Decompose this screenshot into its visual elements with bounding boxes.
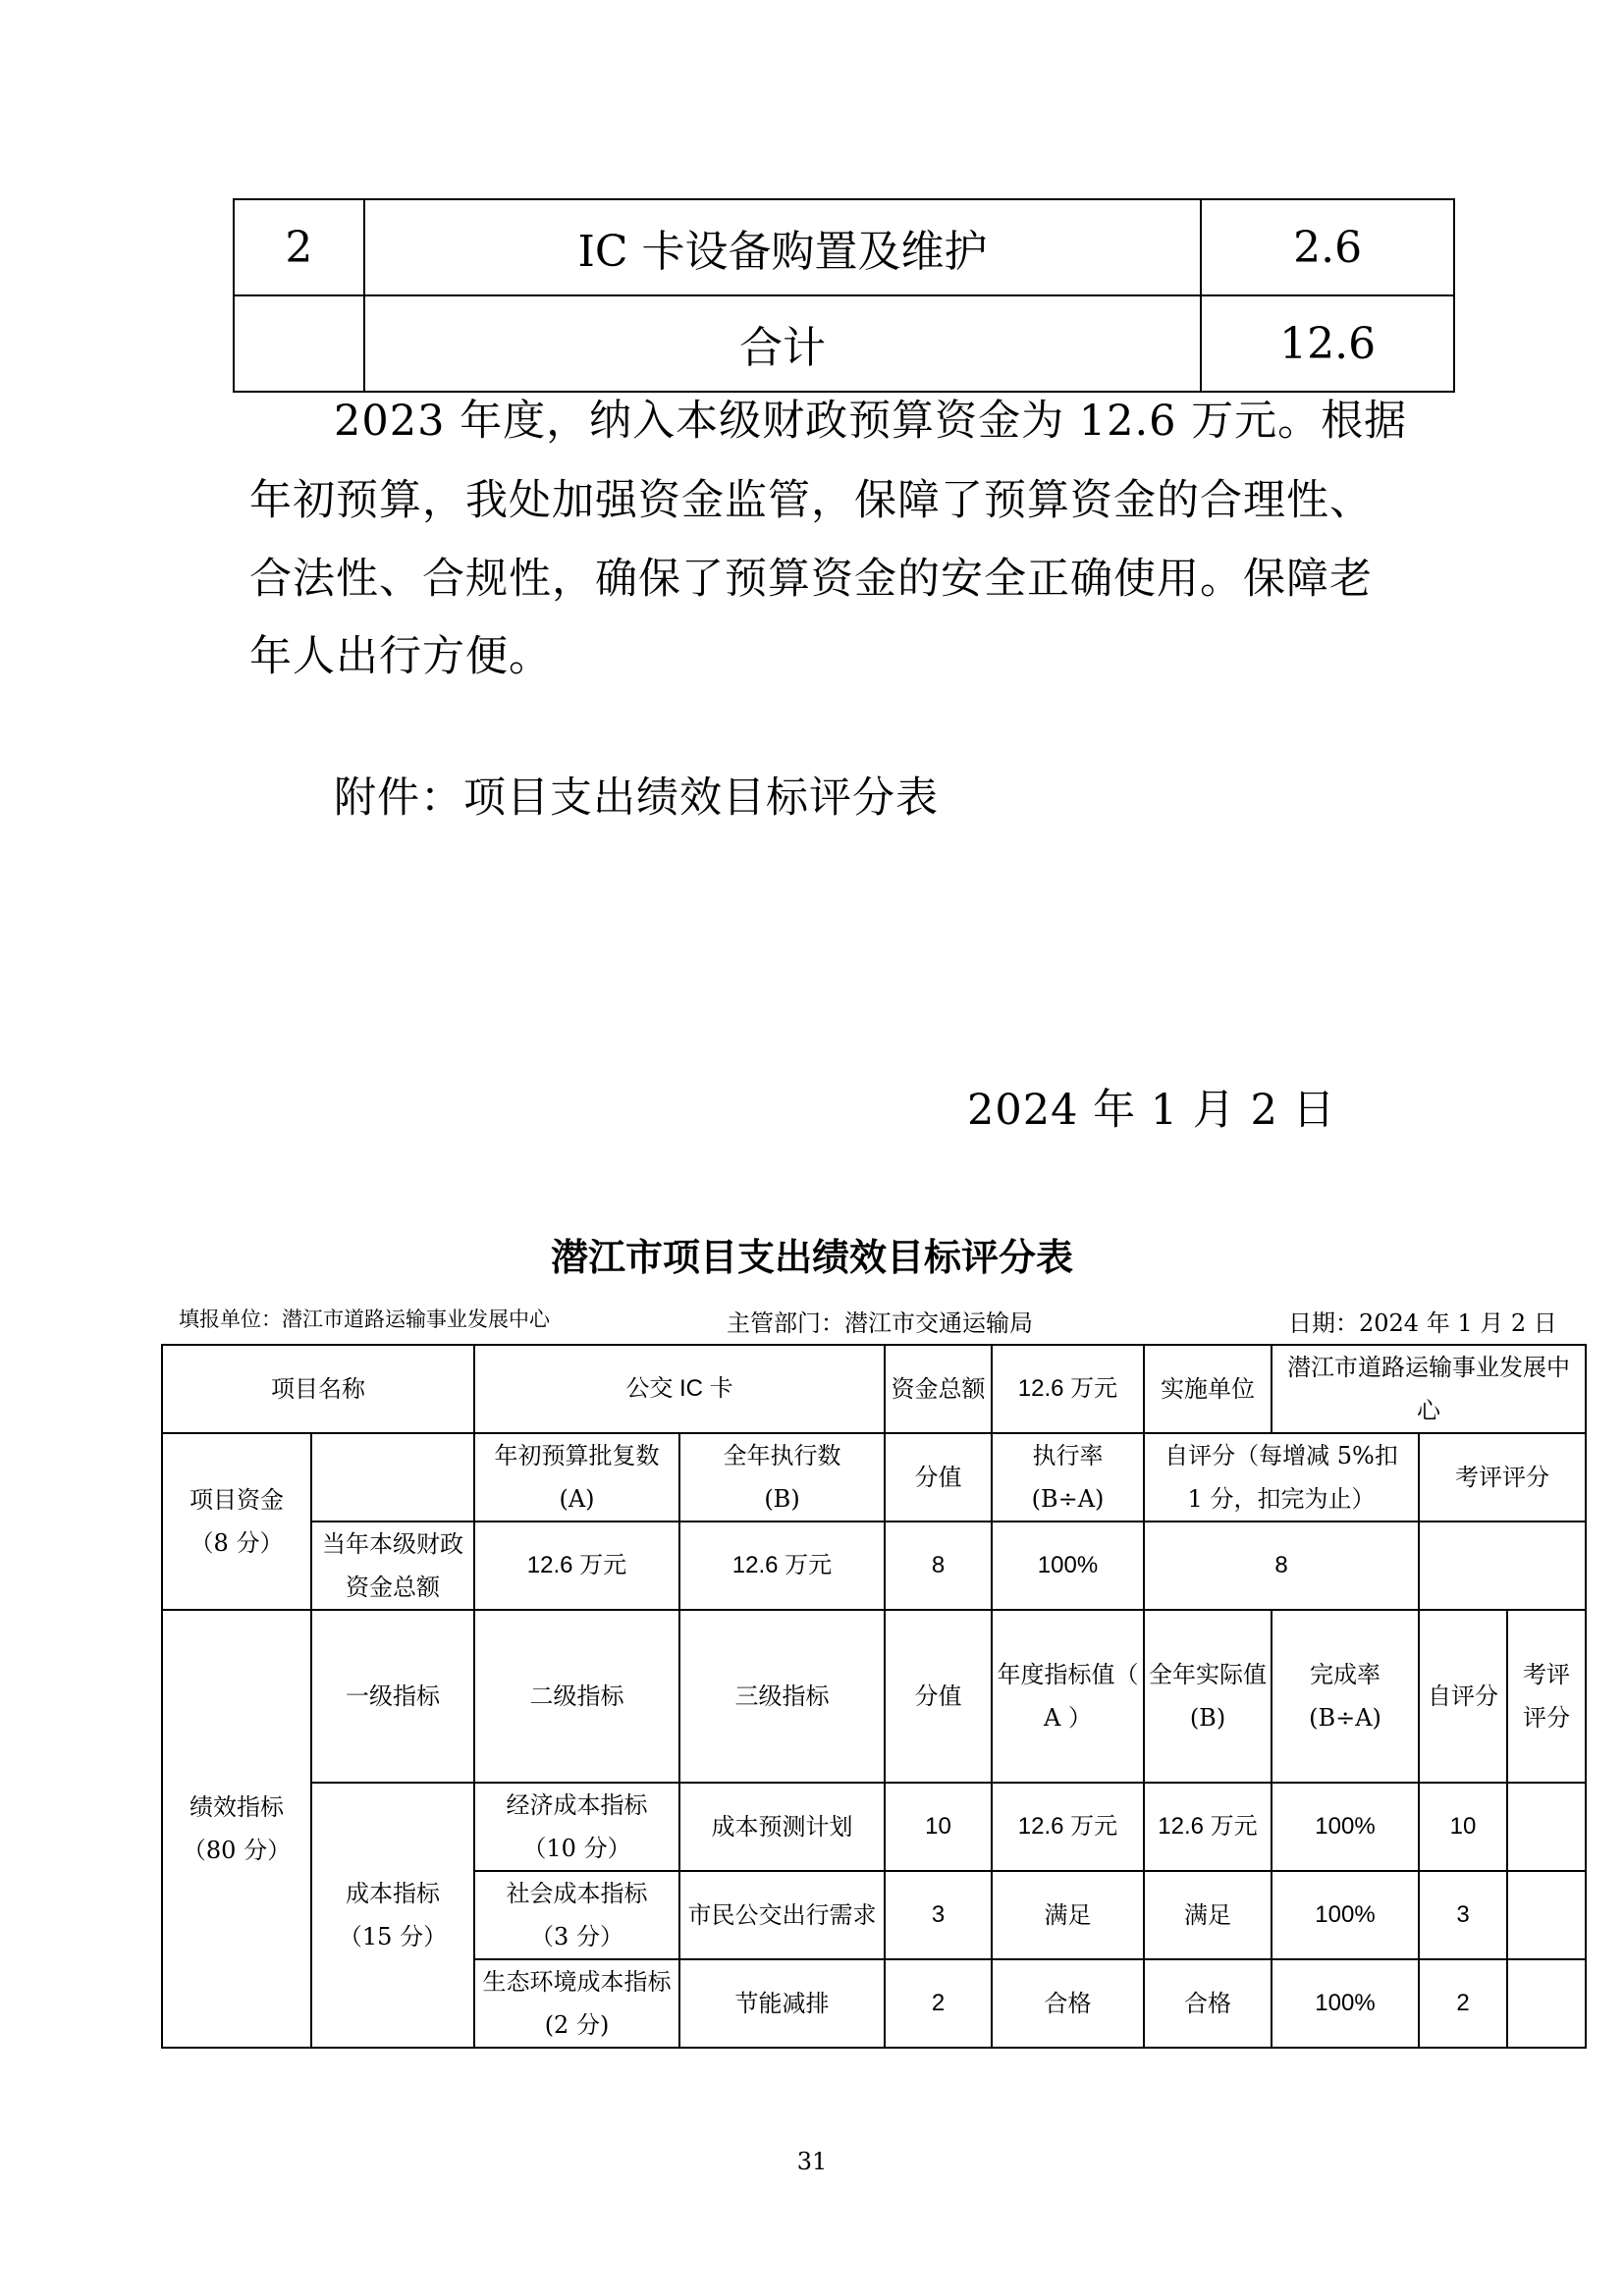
- page-number: 31: [796, 2148, 828, 2175]
- paragraph-line-1: 2023 年度，纳入本级财政预算资金为 12.6 万元。根据: [334, 397, 1408, 446]
- perf-label: [162, 1610, 311, 2048]
- col-rate: [992, 1433, 1144, 1522]
- hdr-self: 自评分: [1419, 1610, 1507, 1783]
- table-row: [234, 295, 1454, 392]
- score-cell: 3: [885, 1871, 992, 1959]
- level1-score: （15 分）: [338, 1923, 448, 1950]
- funds-eval-value: [1419, 1522, 1586, 1610]
- rate-cell: 100%: [1272, 1959, 1419, 2048]
- row-number: 2: [234, 199, 364, 295]
- rate-cell: 100%: [1272, 1783, 1419, 1871]
- row-item: IC 卡设备购置及维护: [364, 199, 1201, 295]
- self-cell: 2: [1419, 1959, 1507, 2048]
- eval-cell: [1507, 1959, 1586, 2048]
- row-amount: 12.6: [1201, 295, 1454, 392]
- level1-cost: [311, 1783, 474, 2048]
- funds-self-value: 8: [1144, 1522, 1419, 1610]
- level2-score: (2 分): [544, 2011, 610, 2039]
- score-table: [161, 1344, 1587, 2049]
- budget-table: [233, 198, 1455, 393]
- funds-row-label: 当年本级财政资金总额: [311, 1522, 474, 1610]
- sheet-title: 潜江市项目支出绩效目标评分表: [550, 1236, 1073, 1279]
- project-name-label: 项目名称: [162, 1345, 474, 1433]
- sheet-date: 日期：2024 年 1 月 2 日: [1288, 1309, 1557, 1337]
- col-self-score: [1144, 1433, 1419, 1522]
- hdr-rate: [1272, 1610, 1419, 1783]
- attachment-note: 附件：项目支出绩效目标评分表: [334, 774, 939, 823]
- actual-cell: 12.6 万元: [1144, 1783, 1272, 1871]
- fund-total: 12.6 万元: [992, 1345, 1144, 1433]
- funds-blank-cell: [311, 1433, 474, 1522]
- self-cell: 10: [1419, 1783, 1507, 1871]
- col-exec-b-sub: (B): [764, 1485, 800, 1513]
- fill-unit: 填报单位：潜江市道路运输事业发展中心: [179, 1308, 550, 1331]
- signature-date: 2024 年 1 月 2 日: [967, 1086, 1336, 1135]
- col-exec-b: [679, 1433, 885, 1522]
- unit-label: 实施单位: [1144, 1345, 1272, 1433]
- col-rate-sub: (B÷A): [1031, 1485, 1105, 1513]
- col-exec-b-text: 全年执行数: [723, 1442, 841, 1469]
- level3-cell: 成本预测计划: [679, 1783, 885, 1871]
- level2-text: 社会成本指标: [506, 1880, 648, 1907]
- hdr-rate-text: 完成率: [1310, 1661, 1380, 1688]
- hdr-rate-sub: (B÷A): [1309, 1704, 1381, 1732]
- funds-rate-value: 100%: [992, 1522, 1144, 1610]
- col-budget-a-text: 年初预算批复数: [494, 1442, 660, 1469]
- budget-a-value: 12.6 万元: [474, 1522, 679, 1610]
- funds-value-row: [162, 1522, 1586, 1610]
- level3-cell: 节能减排: [679, 1959, 885, 2048]
- hdr-eval: 考评评分: [1507, 1610, 1586, 1783]
- fund-total-label: 资金总额: [885, 1345, 992, 1433]
- level2-cell: [474, 1959, 679, 2048]
- project-name: 公交 IC 卡: [474, 1345, 885, 1433]
- exec-b-value: 12.6 万元: [679, 1522, 885, 1610]
- level2-score: （3 分）: [530, 1923, 623, 1950]
- level1-text: 成本指标: [346, 1880, 440, 1907]
- department: 主管部门：潜江市交通运输局: [727, 1309, 1033, 1337]
- hdr-target: 年度指标值（ A ）: [992, 1610, 1144, 1783]
- target-cell: 满足: [992, 1871, 1144, 1959]
- col-budget-a-sub: (A): [559, 1485, 595, 1513]
- hdr-actual: 全年实际值(B): [1144, 1610, 1272, 1783]
- level2-text: 生态环境成本指标: [482, 1968, 672, 1996]
- score-cell: 10: [885, 1783, 992, 1871]
- funds-label: [162, 1433, 311, 1610]
- perf-label-score: （80 分）: [182, 1837, 292, 1864]
- level2-cell: [474, 1783, 679, 1871]
- funds-header-row: [162, 1433, 1586, 1522]
- row-item: 合计: [364, 295, 1201, 392]
- score-cell: 2: [885, 1959, 992, 2048]
- funds-label-score: （8 分）: [189, 1529, 284, 1557]
- col-self-sub: 1 分，扣完为止）: [1187, 1485, 1376, 1513]
- unit-value: 潜江市道路运输事业发展中心: [1272, 1345, 1586, 1433]
- paragraph-line-4: 年人出行方便。: [249, 632, 552, 681]
- row-number: [234, 295, 364, 392]
- rate-cell: 100%: [1272, 1871, 1419, 1959]
- col-eval-score: 考评评分: [1419, 1433, 1586, 1522]
- funds-score-value: 8: [885, 1522, 992, 1610]
- col-score: 分值: [885, 1433, 992, 1522]
- hdr-level3: 三级指标: [679, 1610, 885, 1783]
- target-cell: 12.6 万元: [992, 1783, 1144, 1871]
- table-row: [162, 1783, 1586, 1871]
- row-amount: 2.6: [1201, 199, 1454, 295]
- project-row: [162, 1345, 1586, 1433]
- level2-score: （10 分）: [522, 1835, 631, 1862]
- col-rate-text: 执行率: [1032, 1442, 1104, 1469]
- paragraph-line-2: 年初预算，我处加强资金监管，保障了预算资金的合理性、: [249, 476, 1373, 525]
- level2-text: 经济成本指标: [506, 1791, 648, 1819]
- self-cell: 3: [1419, 1871, 1507, 1959]
- perf-header-row: [162, 1610, 1586, 1783]
- funds-label-text: 项目资金: [189, 1486, 284, 1514]
- level2-cell: [474, 1871, 679, 1959]
- level3-cell: 市民公交出行需求: [679, 1871, 885, 1959]
- eval-cell: [1507, 1871, 1586, 1959]
- target-cell: 合格: [992, 1959, 1144, 2048]
- table-row: [234, 199, 1454, 295]
- col-budget-a: [474, 1433, 679, 1522]
- hdr-score: 分值: [885, 1610, 992, 1783]
- actual-cell: 满足: [1144, 1871, 1272, 1959]
- hdr-level2: 二级指标: [474, 1610, 679, 1783]
- hdr-level1: 一级指标: [311, 1610, 474, 1783]
- paragraph-line-3: 合法性、合规性，确保了预算资金的安全正确使用。保障老: [249, 555, 1373, 604]
- actual-cell: 合格: [1144, 1959, 1272, 2048]
- perf-label-text: 绩效指标: [189, 1793, 284, 1821]
- eval-cell: [1507, 1783, 1586, 1871]
- col-self-text: 自评分（每增减 5%扣: [1164, 1442, 1398, 1469]
